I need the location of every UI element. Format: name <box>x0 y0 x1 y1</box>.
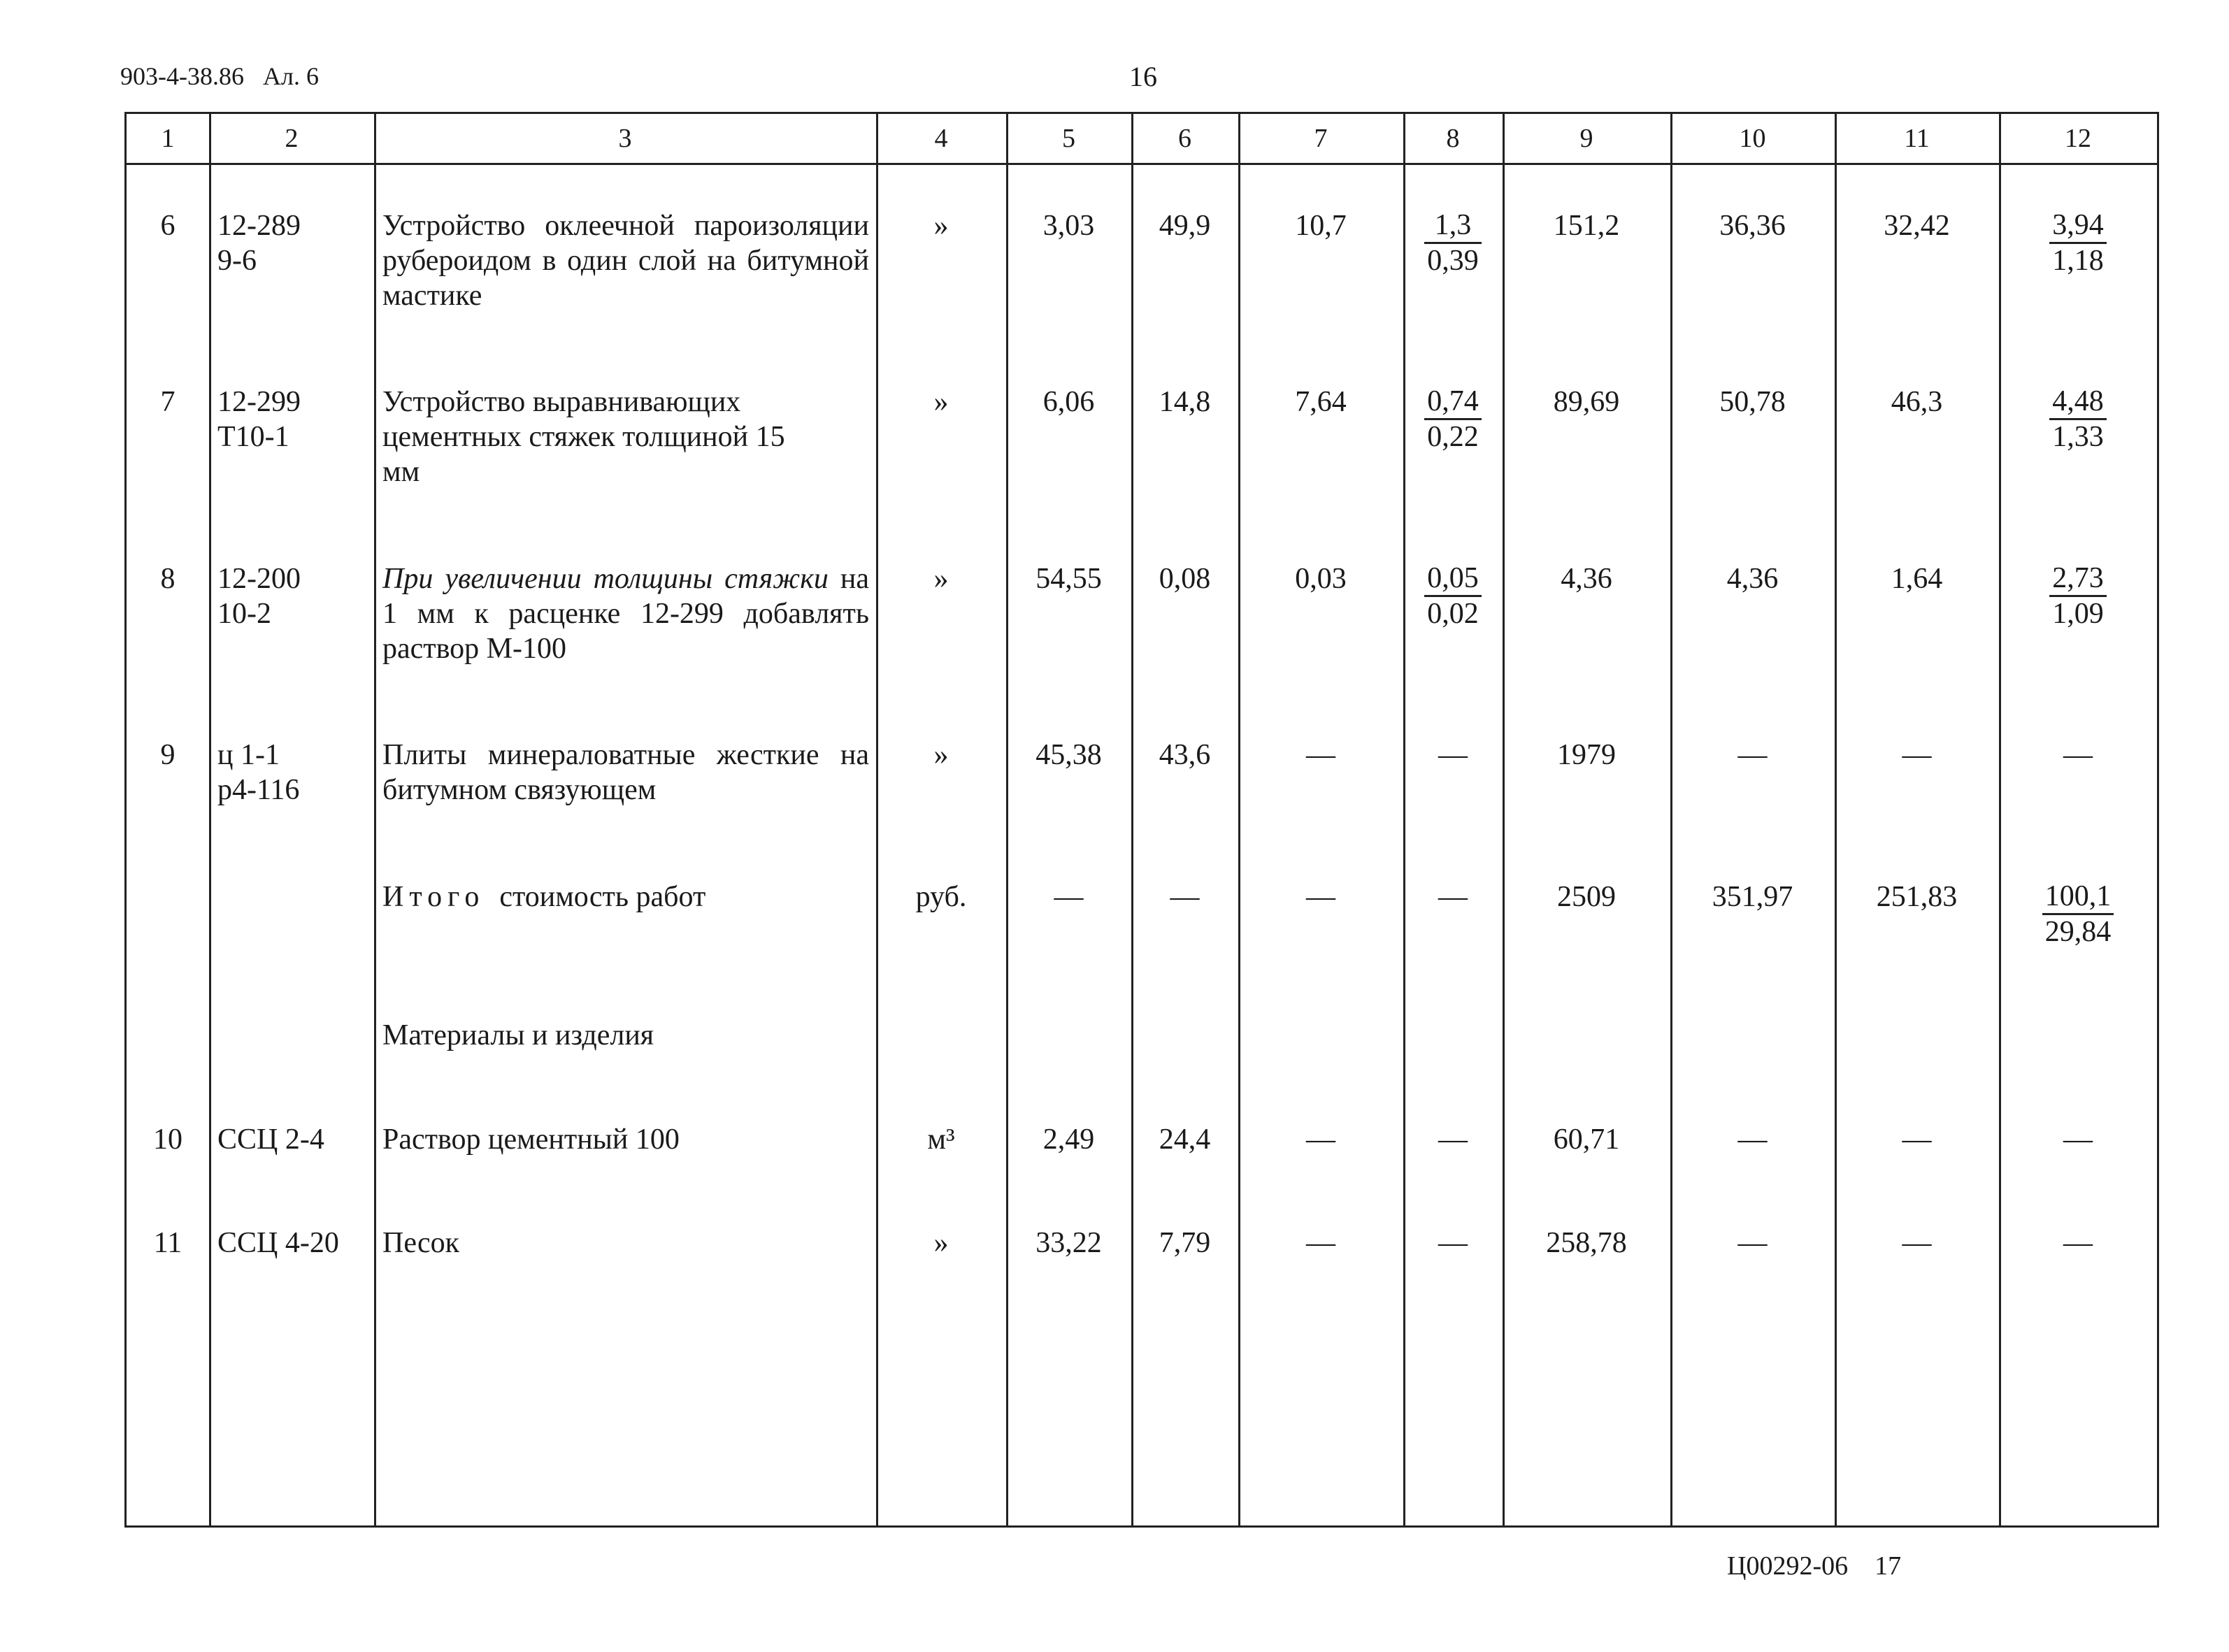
cell-value: — <box>1737 739 1768 771</box>
unit: руб. <box>915 881 967 913</box>
column-header: 4 <box>934 124 948 153</box>
fraction-value <box>1999 879 2157 949</box>
row-number: 10 <box>153 1123 182 1156</box>
cell-value: 2,49 <box>1042 1123 1095 1156</box>
row-number: 11 <box>153 1227 182 1259</box>
fraction-value <box>1999 208 2157 278</box>
price-code <box>217 738 371 807</box>
column-header: 6 <box>1178 124 1191 153</box>
unit: » <box>933 210 949 242</box>
price-code <box>217 561 371 631</box>
work-description <box>382 561 869 666</box>
cell-value: — <box>1902 1123 1932 1156</box>
cell-value: — <box>1306 881 1335 913</box>
unit: » <box>933 563 949 595</box>
price-code-line: 12-289 <box>217 210 301 242</box>
fraction-value <box>1999 561 2157 631</box>
footer-doc-id: Ц00292-06 <box>1727 1551 1849 1581</box>
description-italic: При увеличении толщины стяжки <box>382 563 829 595</box>
cell-value: — <box>1170 881 1200 913</box>
description-rest: на 1 мм к расценке 12-299 добавлять раствор М-100 <box>382 563 869 665</box>
cell-value: 4,36 <box>1726 563 1779 595</box>
work-description: Плиты минераловатные жесткие на битумном связующем <box>382 739 869 806</box>
footer-stamp <box>1727 1551 1901 1581</box>
price-code-line: 12-200 <box>217 563 301 595</box>
cell-value: — <box>1737 1123 1768 1156</box>
cell-value: 24,4 <box>1159 1123 1211 1156</box>
numerator: 2,73 <box>2049 561 2107 597</box>
denominator: 0,02 <box>1427 598 1479 630</box>
column-header: 8 <box>1446 124 1460 153</box>
price-code-line: 12-299 <box>217 386 301 418</box>
cell-value: 45,38 <box>1035 739 1102 771</box>
column-header: 7 <box>1314 124 1328 153</box>
estimate-table <box>124 112 2159 1528</box>
cell-value: — <box>1737 1227 1768 1259</box>
fraction-value <box>1403 208 1503 278</box>
denominator: 0,39 <box>1427 245 1479 277</box>
cell-value: — <box>1902 739 1932 771</box>
total-label <box>382 879 872 914</box>
column-header: 9 <box>1579 124 1593 153</box>
cell-value: 351,97 <box>1712 881 1793 913</box>
total-caption: стоимость работ <box>499 881 706 913</box>
cell-value: 4,36 <box>1561 563 1612 595</box>
footer-sheet: 17 <box>1875 1551 1902 1581</box>
unit: » <box>933 739 949 771</box>
cell-value: 258,78 <box>1546 1227 1627 1259</box>
numerator: 0,74 <box>1424 385 1482 420</box>
fraction-value <box>1403 385 1503 454</box>
numerator: 4,48 <box>2049 385 2107 420</box>
price-code: ССЦ 2-4 <box>217 1123 324 1156</box>
row-number: 6 <box>160 210 175 242</box>
cell-value: — <box>2063 1123 2093 1156</box>
cell-value: 36,36 <box>1719 210 1786 242</box>
cell-value: — <box>1438 739 1468 771</box>
row-number: 7 <box>160 386 175 418</box>
cell-value: 7,79 <box>1159 1227 1211 1259</box>
cell-value: 32,42 <box>1884 210 1950 242</box>
price-code: ССЦ 4-20 <box>217 1227 339 1259</box>
cell-value: 89,69 <box>1553 386 1620 418</box>
unit: м³ <box>927 1123 955 1156</box>
column-header: 12 <box>2065 124 2091 153</box>
denominator: 29,84 <box>2044 916 2112 948</box>
cell-value: 46,3 <box>1891 386 1943 418</box>
column-header: 5 <box>1062 124 1075 153</box>
column-header: 2 <box>285 124 299 153</box>
unit: » <box>933 1227 949 1259</box>
cell-value: — <box>1438 881 1468 913</box>
price-code-line: ц 1-1 <box>217 739 280 771</box>
cell-value: 151,2 <box>1553 210 1620 242</box>
cell-value: 6,06 <box>1042 386 1095 418</box>
price-code-line: Т10-1 <box>217 421 289 453</box>
numerator: 100,1 <box>2042 879 2114 915</box>
numerator: 1,3 <box>1424 208 1482 244</box>
price-code-line: 10-2 <box>217 598 271 630</box>
cell-value: 3,03 <box>1042 210 1095 242</box>
work-description: Устройство оклеечной пароизоляции рубероидом в один слой на битумной мастике <box>382 210 869 312</box>
cell-value: 2509 <box>1557 881 1616 913</box>
cell-value: 10,7 <box>1295 210 1347 242</box>
denominator: 0,22 <box>1427 421 1479 453</box>
cell-value: 251,83 <box>1876 881 1958 913</box>
cell-value: — <box>1054 881 1084 913</box>
cell-value: — <box>1306 1227 1335 1259</box>
cell-value: — <box>1306 1123 1335 1156</box>
cell-value: — <box>1902 1227 1932 1259</box>
cell-value: — <box>1306 739 1335 771</box>
cell-value: 43,6 <box>1159 739 1211 771</box>
cell-value: — <box>2063 1227 2093 1259</box>
cell-value: 1,64 <box>1891 563 1943 595</box>
page-number: 16 <box>1129 61 1157 92</box>
column-header: 1 <box>161 124 175 153</box>
price-code <box>217 208 371 278</box>
numerator: 0,05 <box>1424 561 1482 597</box>
cell-value: — <box>1438 1227 1468 1259</box>
price-code-line: 9-6 <box>217 245 257 277</box>
doc-code: 903-4-38.86 <box>120 62 244 90</box>
cell-value: — <box>2063 739 2093 771</box>
cell-value: — <box>1438 1123 1468 1156</box>
fraction-value <box>1999 385 2157 454</box>
work-description: Раствор цементный 100 <box>382 1123 680 1156</box>
album-number: Ал. 6 <box>262 62 319 90</box>
cell-value: 50,78 <box>1719 386 1786 418</box>
denominator: 1,33 <box>2052 421 2104 453</box>
work-description: Устройство выравнивающих цементных стяжек толщиной 15 мм <box>382 386 785 488</box>
denominator: 1,18 <box>2052 245 2104 277</box>
cell-value: 60,71 <box>1553 1123 1620 1156</box>
work-description: Песок <box>382 1227 460 1259</box>
cell-value: 54,55 <box>1035 563 1102 595</box>
cell-value: 0,08 <box>1159 563 1211 595</box>
unit: » <box>933 386 949 418</box>
numerator: 3,94 <box>2049 208 2107 244</box>
cell-value: 1979 <box>1557 739 1616 771</box>
price-code <box>217 385 371 454</box>
column-header: 10 <box>1739 124 1766 153</box>
price-code-line: р4-116 <box>217 774 300 806</box>
column-header: 3 <box>618 124 632 153</box>
cell-value: 7,64 <box>1295 386 1347 418</box>
cell-value: 0,03 <box>1295 563 1347 595</box>
cell-value: 14,8 <box>1159 386 1211 418</box>
total-word: Итого <box>382 881 485 913</box>
section-heading: Материалы и изделия <box>382 1019 654 1051</box>
row-number: 9 <box>160 739 175 771</box>
denominator: 1,09 <box>2052 598 2104 630</box>
column-header: 11 <box>1904 124 1930 153</box>
document-code <box>120 62 319 91</box>
row-number: 8 <box>160 563 175 595</box>
fraction-value <box>1403 561 1503 631</box>
cell-value: 49,9 <box>1159 210 1211 242</box>
cell-value: 33,22 <box>1035 1227 1102 1259</box>
